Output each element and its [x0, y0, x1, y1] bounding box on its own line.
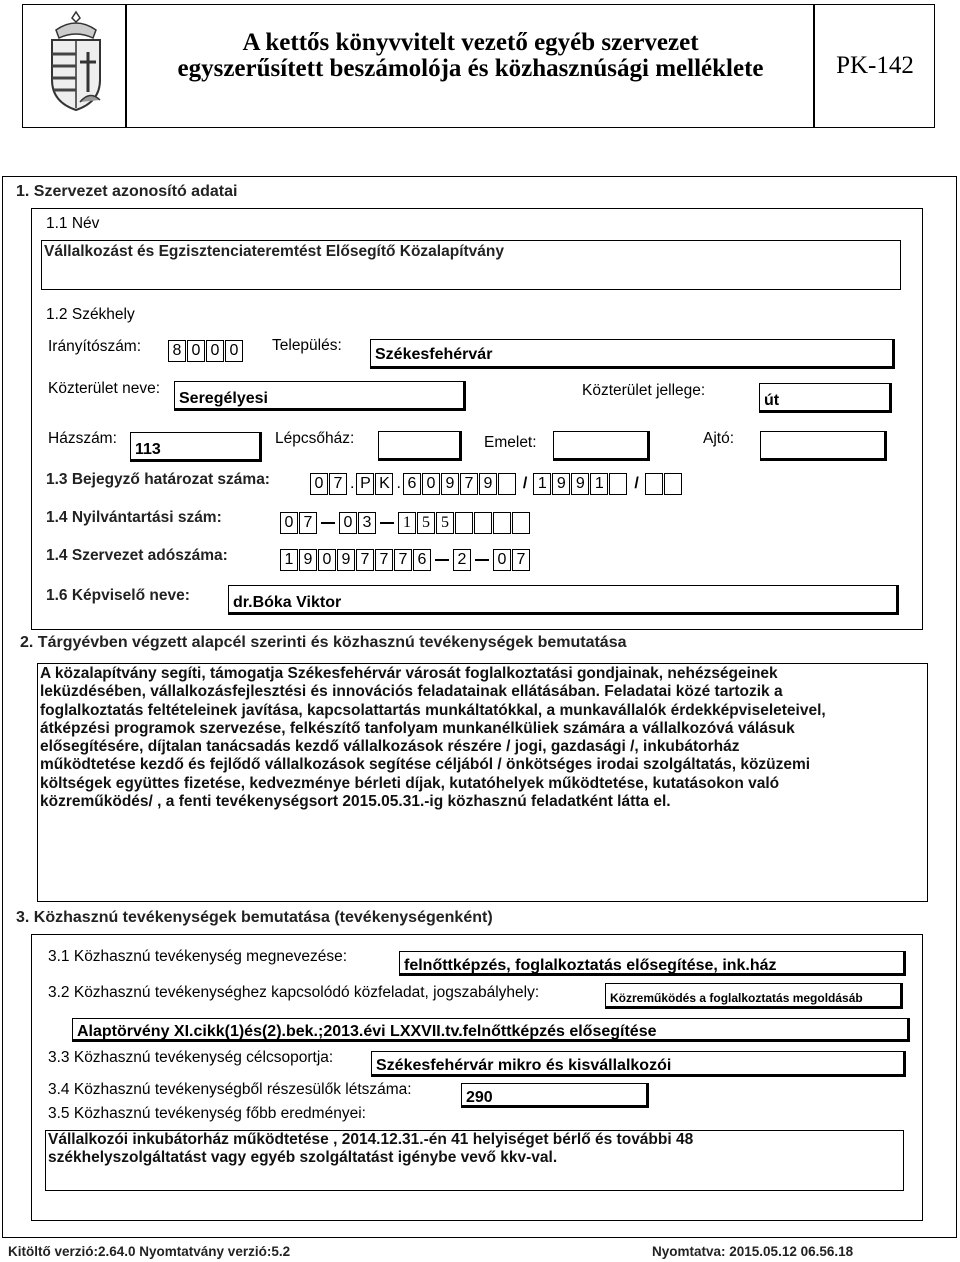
- zip-label: Irányítószám:: [48, 338, 142, 355]
- resolution-digit[interactable]: [645, 473, 663, 495]
- registry-digit[interactable]: [493, 512, 511, 534]
- rep-field[interactable]: dr.Bóka Viktor: [228, 585, 899, 615]
- tax-digit[interactable]: 0: [493, 549, 511, 571]
- resolution-cells[interactable]: [310, 472, 683, 496]
- name-field[interactable]: [41, 240, 901, 290]
- text-line: székhelyszolgáltatást vagy egyéb szolgáltatást igénybe vevő kkv-val.: [48, 1149, 558, 1167]
- registry-digit[interactable]: 3: [358, 512, 376, 534]
- tax-digit[interactable]: 1: [280, 549, 298, 571]
- zip-digit[interactable]: 0: [225, 340, 243, 362]
- resolution-letter[interactable]: K: [375, 473, 393, 495]
- tax-cells[interactable]: [280, 548, 531, 572]
- registry-digit[interactable]: 0: [339, 512, 357, 534]
- beneficiaries-field[interactable]: 290: [461, 1083, 649, 1108]
- coat-of-arms-emblem: [44, 8, 108, 120]
- registry-cells[interactable]: [280, 511, 531, 535]
- activity-label: 3.1 Közhasznú tevékenység megnevezése:: [48, 948, 347, 965]
- law-field[interactable]: Alaptörvény XI.cikk(1)és(2).bek.;2013.évi LXXVII.tv.felnőttképzés elősegítése: [72, 1018, 910, 1042]
- registry-digit[interactable]: 5: [417, 512, 435, 534]
- resolution-digit[interactable]: 1: [533, 473, 551, 495]
- target-field[interactable]: Székesfehérvár mikro és kisvállalkozói: [371, 1051, 906, 1077]
- registry-digit[interactable]: 1: [398, 512, 416, 534]
- resolution-dot: .: [350, 475, 355, 492]
- resolution-digit[interactable]: 9: [571, 473, 589, 495]
- tax-digit[interactable]: 9: [337, 549, 355, 571]
- text-line: A közalapítvány segíti, támogatja Székesfehérvár városát foglalkoztatási gondjainak, nehézségeinek: [40, 665, 778, 682]
- resolution-slash: /: [634, 475, 639, 492]
- street-type-field[interactable]: út: [759, 383, 892, 413]
- zip-cells[interactable]: [168, 339, 244, 363]
- street-label: Közterület neve:: [48, 380, 161, 397]
- seat-label: 1.2 Székhely: [46, 306, 135, 323]
- page-title-line2: egyszerűsített beszámolója és közhasznúsági melléklete: [177, 55, 764, 82]
- resolution-digit[interactable]: 6: [403, 473, 421, 495]
- form-code: PK-142: [836, 52, 914, 79]
- tax-digit[interactable]: 9: [299, 549, 317, 571]
- registry-digit[interactable]: 0: [280, 512, 298, 534]
- tax-digit[interactable]: 6: [413, 549, 431, 571]
- resolution-digit[interactable]: 9: [552, 473, 570, 495]
- resolution-digit[interactable]: 9: [441, 473, 459, 495]
- resolution-digit[interactable]: [609, 473, 627, 495]
- section1-title: 1. Szervezet azonosító adatai: [16, 183, 238, 200]
- resolution-digit[interactable]: 7: [329, 473, 347, 495]
- tax-digit[interactable]: 7: [394, 549, 412, 571]
- zip-digit[interactable]: 8: [168, 340, 186, 362]
- resolution-letter[interactable]: P: [356, 473, 374, 495]
- footer-version: Kitöltő verzió:2.64.0 Nyomtatvány verzió:5.2: [8, 1244, 291, 1259]
- house-label: Házszám:: [48, 430, 117, 447]
- stair-label: Lépcsőház:: [275, 430, 355, 447]
- name-value: Vállalkozást és Egzisztenciateremtést Elősegítő Közalapítvány: [44, 243, 504, 260]
- registry-digit[interactable]: [512, 512, 530, 534]
- results-text: [48, 1131, 900, 1168]
- text-line: leküzdésében, vállalkozásfejlesztési és innovációs feladatainak ellátásában. Feladatai közé tartozik a: [40, 683, 783, 701]
- registry-dash: [380, 522, 394, 524]
- tax-digit[interactable]: 7: [356, 549, 374, 571]
- page-title: [128, 30, 813, 82]
- registry-label: 1.4 Nyilvántartási szám:: [46, 509, 222, 526]
- target-label: 3.3 Közhasznú tevékenység célcsoportja:: [48, 1049, 334, 1066]
- resolution-digit[interactable]: 0: [422, 473, 440, 495]
- zip-digit[interactable]: 0: [206, 340, 224, 362]
- stair-field[interactable]: [378, 431, 462, 461]
- house-field[interactable]: 113: [130, 432, 262, 462]
- resolution-dot: .: [396, 475, 401, 492]
- resolution-slash: /: [522, 475, 528, 492]
- resolution-digit[interactable]: 1: [590, 473, 608, 495]
- results-label: 3.5 Közhasznú tevékenység főbb eredményei:: [48, 1105, 366, 1122]
- door-label: Ajtó:: [703, 430, 735, 447]
- resolution-digit[interactable]: 9: [479, 473, 497, 495]
- text-line: költségek együttes fizetése, kedvezménye bérleti díjak, kutatóhelyek működtetése, kutatásokon való: [40, 774, 780, 792]
- floor-label: Emelet:: [484, 434, 537, 451]
- rep-label: 1.6 Képviselő neve:: [46, 587, 190, 604]
- tax-digit[interactable]: 0: [318, 549, 336, 571]
- tax-digit[interactable]: 7: [512, 549, 530, 571]
- header-divider-left: [125, 4, 127, 128]
- tax-digit[interactable]: 2: [453, 549, 471, 571]
- registry-digit[interactable]: 5: [436, 512, 454, 534]
- resolution-digit[interactable]: 7: [460, 473, 478, 495]
- text-line: közreműködés/ , a fenti tevékenységsort 2015.05.31.-ig közhasznú feladatként látta el.: [40, 793, 671, 811]
- resolution-digit[interactable]: [664, 473, 682, 495]
- activity-field[interactable]: felnőttképzés, foglalkoztatás elősegítése, ink.ház: [399, 951, 906, 976]
- tax-digit[interactable]: 7: [375, 549, 393, 571]
- city-label: Település:: [272, 337, 342, 354]
- text-line: működtetése kezdő és fejlődő vállalkozások segítése céljából / önkötséges irodai szolgáltatás, közüzemi: [40, 756, 811, 774]
- city-field[interactable]: Székesfehérvár: [370, 339, 895, 369]
- registry-digit[interactable]: [474, 512, 492, 534]
- text-line: elősegítésére, díjtalan tanácsadás kezdő vállalkozások részére / jogi, gazdasági /, inkubátorház: [40, 738, 740, 756]
- section2-title: 2. Tárgyévben végzett alapcél szerinti és közhasznú tevékenységek bemutatása: [20, 634, 627, 651]
- tax-dash: [435, 559, 449, 561]
- registry-digit[interactable]: 7: [299, 512, 317, 534]
- text-line: átképzési programok szervezése, felkészítő tanfolyam munkanélküliek számára a vállalkozóvá válásuk: [40, 719, 795, 737]
- floor-field[interactable]: [553, 431, 650, 461]
- name-label: 1.1 Név: [46, 215, 100, 232]
- beneficiaries-label: 3.4 Közhasznú tevékenységből részesülők létszáma:: [48, 1081, 412, 1098]
- page-title-line1: A kettős könyvvitelt vezető egyéb szervezet: [242, 29, 699, 56]
- public-task-field[interactable]: Közreműködés a foglalkoztatás megoldásáb: [605, 983, 903, 1009]
- footer-printed: Nyomtatva: 2015.05.12 06.56.18: [652, 1244, 854, 1259]
- zip-digit[interactable]: 0: [187, 340, 205, 362]
- text-line: Vállalkozói inkubátorház működtetése , 2014.12.31.-én 41 helyiséget bérlő és további 48: [48, 1131, 694, 1148]
- door-field[interactable]: [760, 431, 887, 461]
- street-type-label: Közterület jellege:: [582, 382, 706, 399]
- text-line: foglalkoztatás feltételeinek javítása, kapcsolattartás munkáltatókkal, a munkavállalók érdekképviseleteivel,: [40, 701, 826, 719]
- section3-title: 3. Közhasznú tevékenységek bemutatása (tevékenységenként): [16, 909, 493, 926]
- section2-text: [40, 665, 926, 811]
- registry-dash: [321, 522, 335, 524]
- tax-label: 1.4 Szervezet adószáma:: [46, 547, 228, 564]
- resolution-digit[interactable]: 0: [310, 473, 328, 495]
- registry-digit[interactable]: [455, 512, 473, 534]
- tax-dash: [475, 559, 489, 561]
- resolution-label: 1.3 Bejegyző határozat száma:: [46, 471, 270, 488]
- street-field[interactable]: Seregélyesi: [174, 381, 466, 411]
- public-task-label: 3.2 Közhasznú tevékenységhez kapcsolódó közfeladat, jogszabályhely:: [48, 984, 540, 1001]
- resolution-digit[interactable]: [498, 473, 516, 495]
